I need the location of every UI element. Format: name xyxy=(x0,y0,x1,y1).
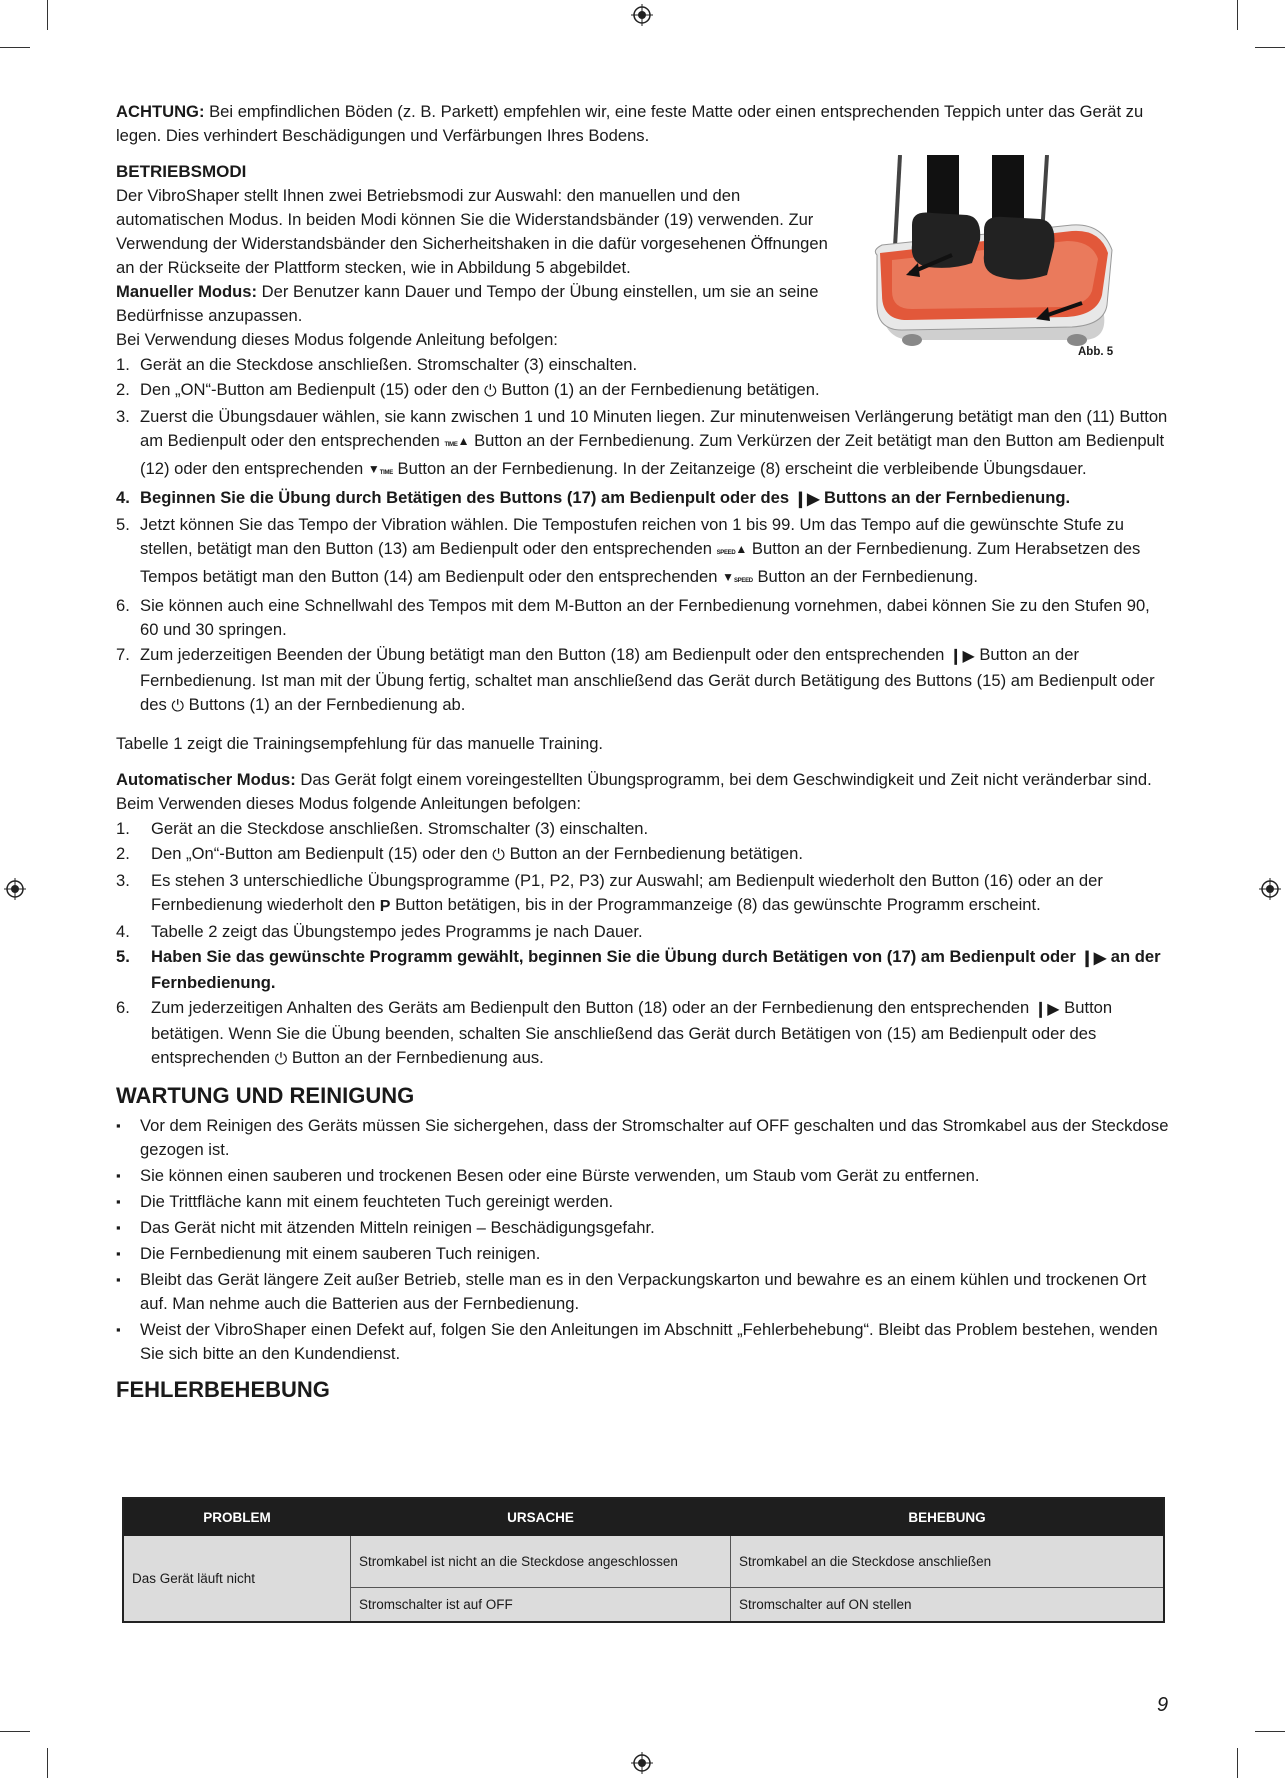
table-row xyxy=(123,1536,1164,1588)
manual-mode-paragraph xyxy=(116,280,841,328)
speed-label-icon: SPEED xyxy=(733,578,753,584)
table1-note: Tabelle 1 zeigt die Trainingsempfehlung für das manuelle Training. xyxy=(116,734,604,753)
list-item: 4. Beginnen Sie die Übung durch Betätigen des Buttons (17) am Bedienpult oder des ❙▶ Buttons an der Fernbedienung. xyxy=(116,486,1171,512)
list-item: 6. Sie können auch eine Schnellwahl des Tempos mit dem M-Button an der Fernbedienung vornehmen, dabei können Sie zu den Stufen 90, 60 und 30 springen. xyxy=(116,596,1150,639)
list-item: 2. Den „ON“-Button am Bedienpult (15) oder den ⏻ Button (1) an der Fernbedienung betätigen. xyxy=(116,378,1171,404)
power-icon: ⏻ xyxy=(492,847,505,864)
registration-mark-icon xyxy=(1259,878,1281,900)
list-item: 5. Haben Sie das gewünschte Programm gewählt, beginnen Sie die Übung durch Betätigen von (17) am Bedienpult oder ❙▶ an der Fernbedienung. xyxy=(116,947,1161,992)
registration-mark-icon xyxy=(631,1752,653,1774)
section-heading-fehlerbehebung: FEHLERBEHEBUNG xyxy=(116,1377,330,1402)
registration-mark-icon xyxy=(4,878,26,900)
power-icon: ⏻ xyxy=(171,698,185,715)
list-item: 1. Gerät an die Steckdose anschließen. Stromschalter (3) einschalten. xyxy=(116,819,649,838)
column-header-behebung: BEHEBUNG xyxy=(731,1498,1165,1536)
list-item: 2. Den „On“-Button am Bedienpult (15) oder den ⏻ Button an der Fernbedienung betätigen. xyxy=(116,842,1171,868)
section-heading-betriebsmodi: BETRIEBSMODI xyxy=(116,162,247,181)
play-pause-icon: ❙▶ xyxy=(1033,1001,1060,1018)
crop-mark xyxy=(1237,1748,1238,1778)
power-icon: ⏻ xyxy=(484,383,497,400)
page-number: 9 xyxy=(1157,1694,1169,1716)
table-cell-ursache: Stromkabel ist nicht an die Steckdose angeschlossen xyxy=(351,1536,731,1588)
list-item: ▪ Weist der VibroShaper einen Defekt auf, folgen Sie den Anleitungen im Abschnitt „Fehlerbehebung“. Bleibt das Problem bestehen, wenden Sie sich bitte an den Kundendienst. xyxy=(116,1318,1171,1366)
list-item: ▪ Vor dem Reinigen des Geräts müssen Sie sichergehen, dass der Stromschalter auf OFF geschalten und das Stromkabel aus der Steckdose gezogen ist. xyxy=(116,1114,1171,1162)
crop-mark xyxy=(1237,0,1238,30)
speed-label-icon: SPEED xyxy=(716,550,736,556)
crop-mark xyxy=(0,47,30,48)
list-item: 1. Gerät an die Steckdose anschließen. Stromschalter (3) einschalten. xyxy=(116,355,638,374)
table-cell-behebung: Stromkabel an die Steckdose anschließen xyxy=(731,1536,1165,1588)
list-item: 4. Tabelle 2 zeigt das Übungstempo jedes Programms je nach Dauer. xyxy=(116,922,643,941)
list-item: 7. Zum jederzeitigen Beenden der Übung betätigt man den Button (18) am Bedienpult oder den entsprechenden ❙▶ Button an der Fernbedienung. Ist man mit der Übung fertig, schaltet man anschließend das Gerät durch Betätigung des Buttons (15) am Bedienpult oder des ⏻ Buttons (1) an der Fernbedienung ab. xyxy=(116,643,1171,719)
crop-mark xyxy=(1255,47,1285,48)
crop-mark xyxy=(0,1731,30,1732)
warning-label: ACHTUNG: xyxy=(116,102,205,121)
manual-mode-text: Der Benutzer kann Dauer und Tempo der Übung einstellen, um sie an seine Bedürfnisse anzupassen. xyxy=(116,282,819,325)
table-cell-behebung: Stromschalter auf ON stellen xyxy=(731,1588,1165,1622)
play-pause-icon: ❙▶ xyxy=(949,648,975,665)
crop-mark xyxy=(47,1748,48,1778)
down-arrow-icon: ▼ xyxy=(367,462,380,476)
automatic-mode-paragraph xyxy=(116,768,1171,816)
troubleshooting-table xyxy=(122,1497,1165,1623)
power-icon: ⏻ xyxy=(274,1051,288,1068)
list-item: 3. Es stehen 3 unterschiedliche Übungsprogramme (P1, P2, P3) zur Auswahl; am Bedienpult wiederholt den Button (16) oder an der Fernbedienung wiederholt den P Button betätigen, bis in der Programmanzeige (8) das gewünschte Programm erscheint. xyxy=(116,869,1171,919)
registration-mark-icon xyxy=(631,4,653,26)
list-item: ▪ Die Fernbedienung mit einem sauberen Tuch reinigen. xyxy=(116,1242,1171,1266)
page-content xyxy=(116,100,1171,1408)
list-item: 5. Jetzt können Sie das Tempo der Vibration wählen. Die Tempostufen reichen von 1 bis 99. Um das Tempo auf die gewünschte Stufe zu stellen, betätigt man den Button (13) am Bedienpult oder den entsprechenden SPEED▲ Button an der Fernbedienung. Zum Herabsetzen des Tempos betätigt man den Button (14) am Bedienpult oder den entsprechenden ▼SPEED Button an der Fernbedienung. xyxy=(116,513,1171,593)
table-cell-problem: Das Gerät läuft nicht xyxy=(123,1536,351,1622)
up-arrow-icon: ▲ xyxy=(457,434,470,448)
warning-text: Bei empfindlichen Böden (z. B. Parkett) empfehlen wir, eine feste Matte oder einen entsprechenden Teppich unter das Gerät zu legen. Dies verhindert Beschädigungen und Verfärbungen Ihres Bodens. xyxy=(116,102,1144,145)
crop-mark xyxy=(1255,1731,1285,1732)
time-label-icon: TIME xyxy=(444,442,458,448)
list-item: 3. Zuerst die Übungsdauer wählen, sie kann zwischen 1 und 10 Minuten liegen. Zur minutenweisen Verlängerung betätigt man den (11) Button am Bedienpult oder den entsprechenden TIME▲ Button an der Fernbedienung. Zum Verkürzen der Zeit betätigt man den Button am Bedienpult (12) oder den entsprechenden ▼TIME Button an der Fernbedienung. In der Zeitanzeige (8) erscheint die verbleibende Übungsdauer. xyxy=(116,405,1171,485)
automatic-steps-list xyxy=(116,817,1171,1072)
down-arrow-icon: ▼ xyxy=(722,570,734,584)
list-item: ▪ Das Gerät nicht mit ätzenden Mitteln reinigen – Beschädigungsgefahr. xyxy=(116,1216,1171,1240)
program-p-icon: P xyxy=(379,898,391,915)
maintenance-list xyxy=(116,1114,1171,1366)
table-header-row xyxy=(123,1498,1164,1536)
column-header-problem: PROBLEM xyxy=(123,1498,351,1536)
warning-paragraph xyxy=(116,100,1171,148)
manual-mode-label: Manueller Modus: xyxy=(116,282,258,301)
modes-intro: Der VibroShaper stellt Ihnen zwei Betriebsmodi zur Auswahl: den manuellen und den automatischen Modus. In beiden Modi können Sie die Widerstandsbänder (19) verwenden. Zur Verwendung der Widerstandsbänder den Sicherheitshaken in die dafür vorgesehenen Öffnungen an der Rückseite der Plattform stecken, wie in Abbildung 5 abgebildet. xyxy=(116,186,828,277)
automatic-mode-label: Automatischer Modus: xyxy=(116,770,296,789)
manual-steps-list xyxy=(116,353,1171,719)
play-pause-icon: ❙▶ xyxy=(1080,950,1107,967)
list-item: ▪ Bleibt das Gerät längere Zeit außer Betrieb, stelle man es in den Verpackungskarton und bewahre es an einem kühlen und trockenen Ort auf. Man nehme auch die Batterien aus der Fernbedienung. xyxy=(116,1268,1171,1316)
list-item: ▪ Die Trittfläche kann mit einem feuchteten Tuch gereinigt werden. xyxy=(116,1190,1171,1214)
crop-mark xyxy=(47,0,48,30)
list-item: 6. Zum jederzeitigen Anhalten des Geräts am Bedienpult den Button (18) oder an der Fernbedienung den entsprechenden ❙▶ Button betätigen. Wenn Sie die Übung beenden, schalten Sie anschließend das Gerät durch Betätigen von (15) am Bedienpult oder des entsprechenden ⏻ Button an der Fernbedienung aus. xyxy=(116,996,1171,1072)
table-cell-ursache: Stromschalter ist auf OFF xyxy=(351,1588,731,1622)
time-label-icon: TIME xyxy=(379,470,393,476)
section-heading-wartung: WARTUNG UND REINIGUNG xyxy=(116,1083,415,1108)
manual-instructions: Bei Verwendung dieses Modus folgende Anleitung befolgen: xyxy=(116,330,558,349)
figure-caption: Abb. 5 xyxy=(1078,346,1114,358)
column-header-ursache: URSACHE xyxy=(351,1498,731,1536)
automatic-mode-text: Das Gerät folgt einem voreingestellten Übungsprogramm, bei dem Geschwindigkeit und Zeit nicht veränderbar sind. Beim Verwenden dieses Modus folgende Anleitungen befolgen: xyxy=(116,770,1152,813)
up-arrow-icon: ▲ xyxy=(735,542,748,556)
play-pause-icon: ❙▶ xyxy=(793,491,820,508)
list-item: ▪ Sie können einen sauberen und trockenen Besen oder eine Bürste verwenden, um Staub vom Gerät zu entfernen. xyxy=(116,1164,1171,1188)
